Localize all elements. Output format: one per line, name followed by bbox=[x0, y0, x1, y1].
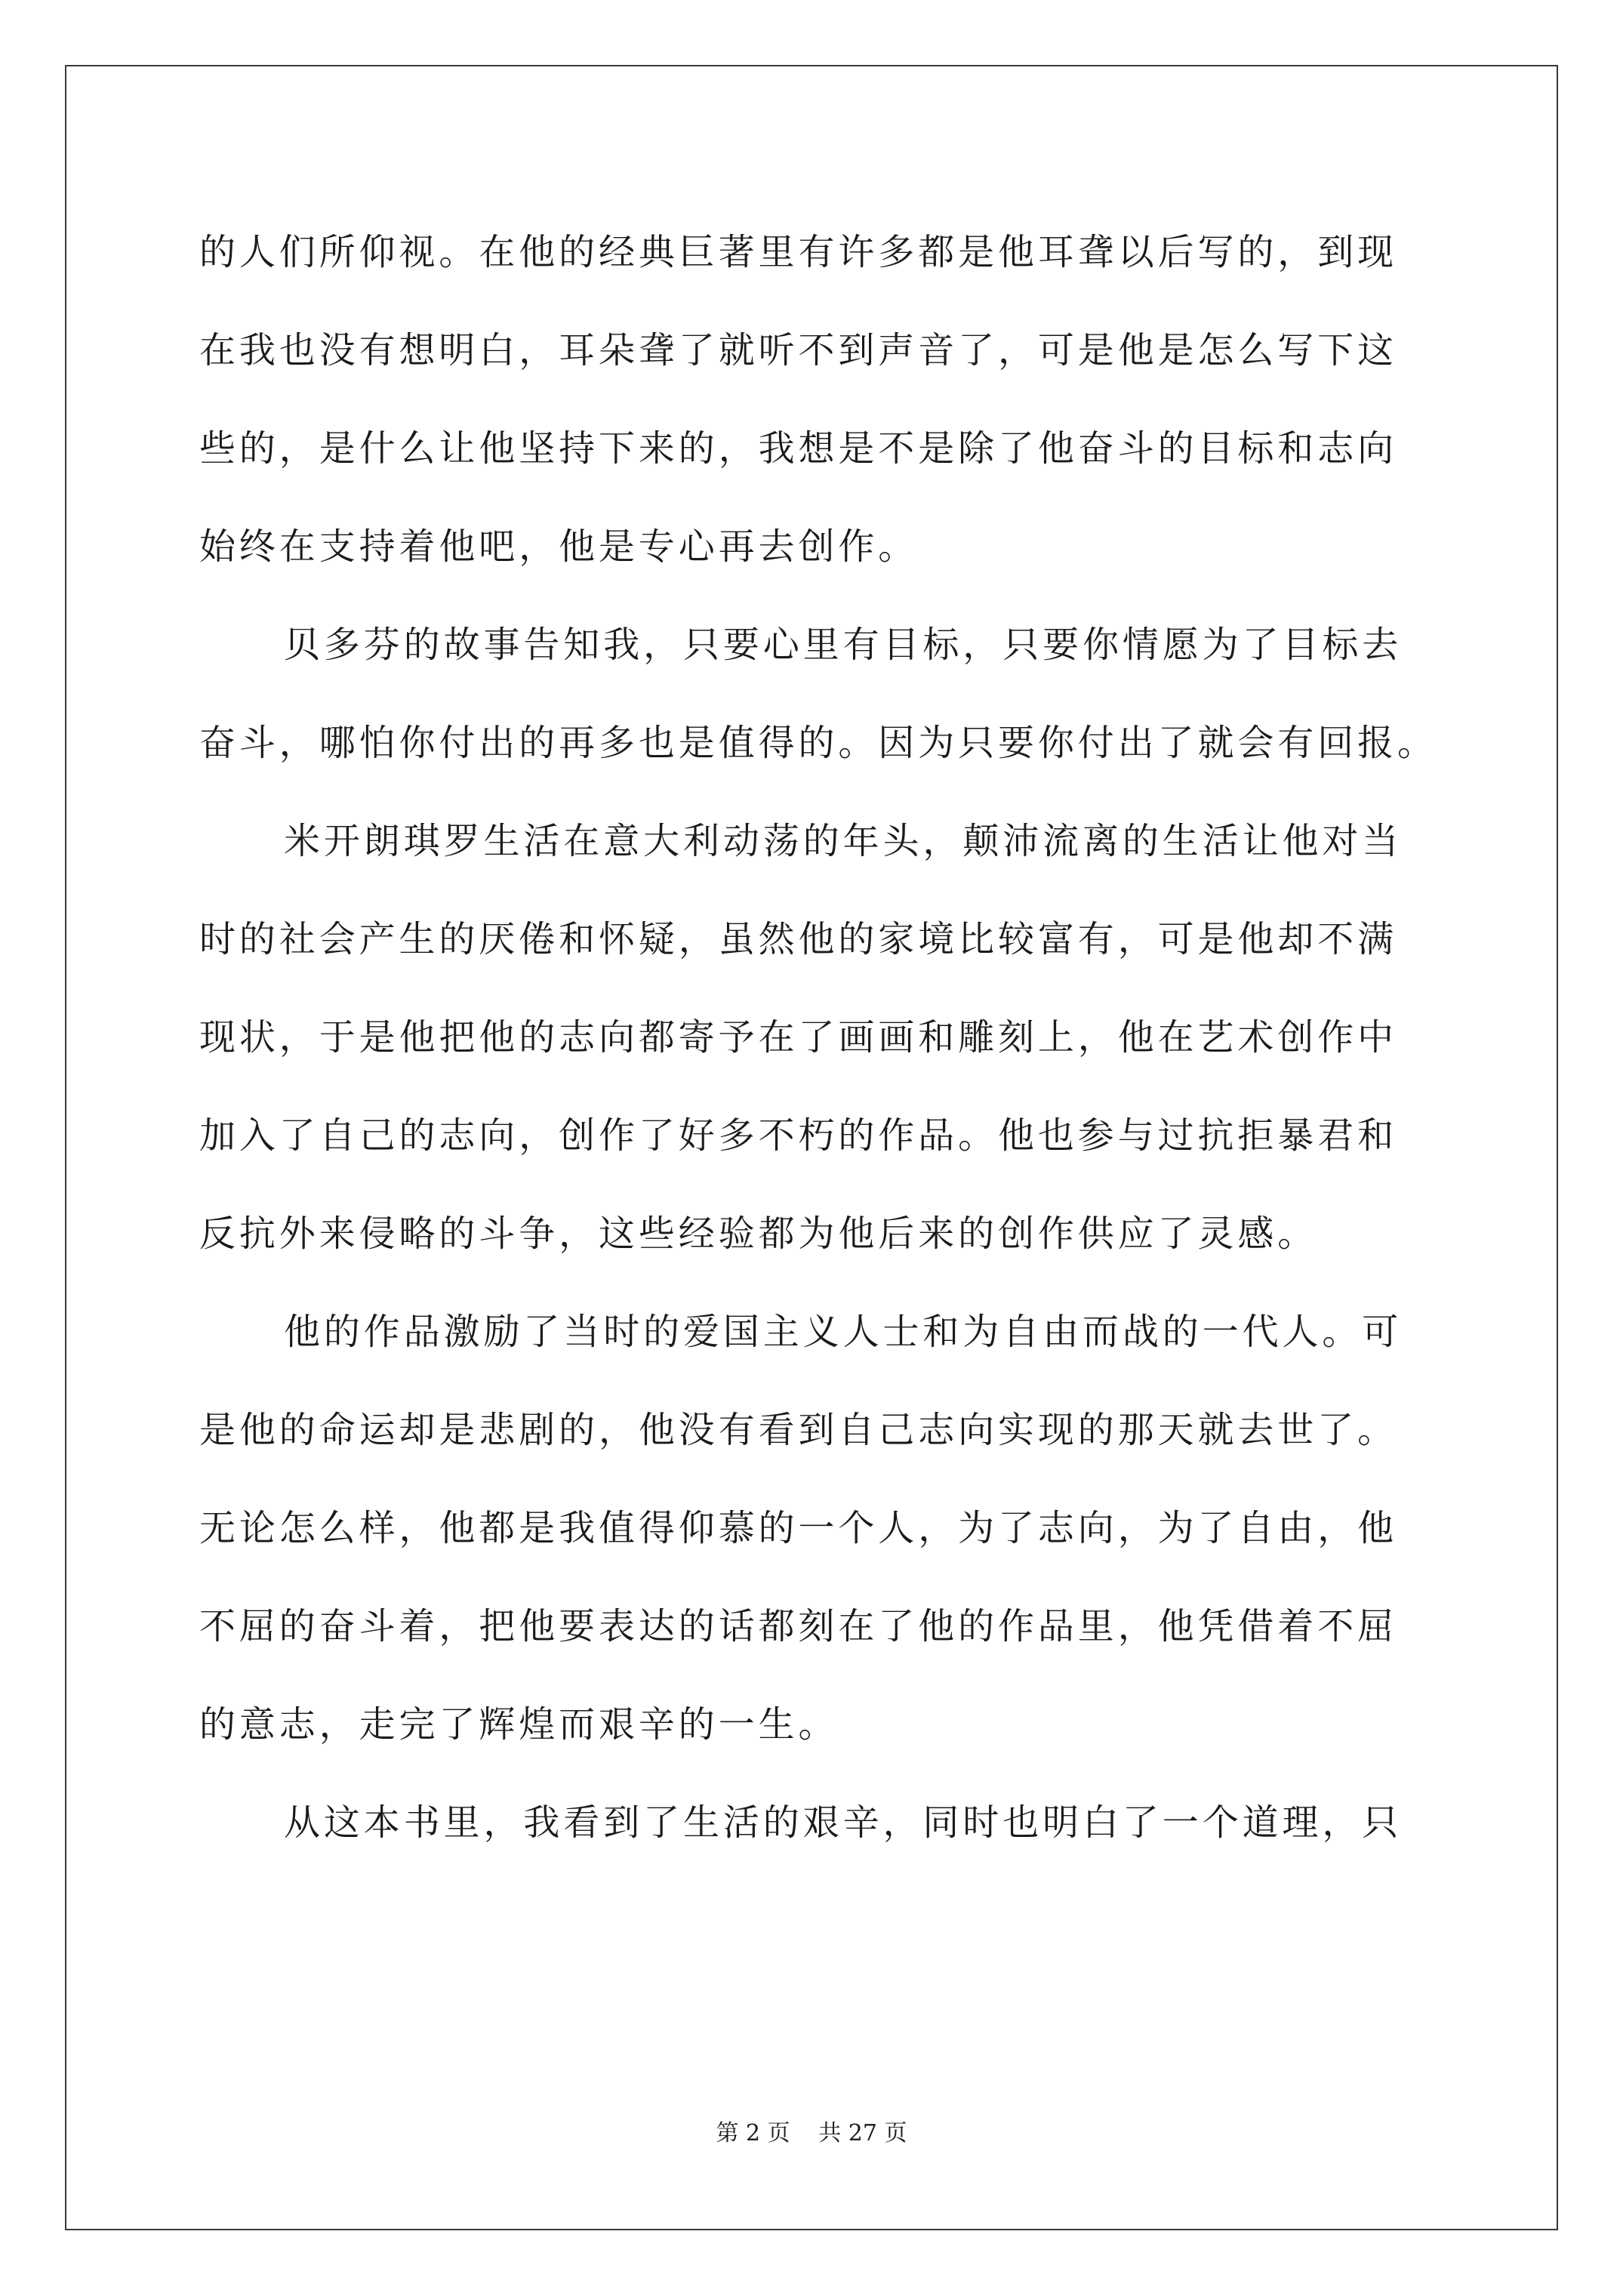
text-line: 不屈的奋斗着，把他要表达的话都刻在了他的作品里，他凭借着不屈 bbox=[199, 1605, 1398, 1647]
text-line: 现状，于是他把他的志向都寄予在了画画和雕刻上，他在艺术创作中 bbox=[199, 1016, 1398, 1059]
text-line: 始终在支持着他吧，他是专心再去创作。 bbox=[199, 525, 919, 568]
page-footer bbox=[0, 2114, 1623, 2147]
text-line: 些的，是什么让他坚持下来的，我想是不是除了他奋斗的目标和志向 bbox=[199, 427, 1398, 470]
page-number: 第 2 页 bbox=[716, 2120, 790, 2147]
text-line: 米开朗琪罗生活在意大利动荡的年头，颠沛流离的生活让他对当 bbox=[284, 820, 1403, 862]
text-line: 反抗外来侵略的斗争，这些经验都为他后来的创作供应了灵感。 bbox=[199, 1213, 1318, 1255]
text-line: 的意志，走完了辉煌而艰辛的一生。 bbox=[199, 1703, 839, 1746]
text-line: 在我也没有想明白，耳朵聋了就听不到声音了，可是他是怎么写下这 bbox=[199, 329, 1398, 371]
text-line: 贝多芬的故事告知我，只要心里有目标，只要你情愿为了目标去 bbox=[284, 624, 1403, 666]
page-total: 共 27 页 bbox=[818, 2120, 907, 2147]
text-line: 奋斗，哪怕你付出的再多也是值得的。因为只要你付出了就会有回报。 bbox=[199, 722, 1437, 764]
text-line: 加入了自己的志向，创作了好多不朽的作品。他也参与过抗拒暴君和 bbox=[199, 1114, 1398, 1157]
text-line: 时的社会产生的厌倦和怀疑，虽然他的家境比较富有，可是他却不满 bbox=[199, 918, 1398, 960]
document-body bbox=[199, 217, 1437, 1886]
text-line: 从这本书里，我看到了生活的艰辛，同时也明白了一个道理，只 bbox=[284, 1801, 1403, 1844]
text-line: 无论怎么样，他都是我值得仰慕的一个人，为了志向，为了自由，他 bbox=[199, 1507, 1398, 1549]
text-line: 他的作品激励了当时的爱国主义人士和为自由而战的一代人。可 bbox=[284, 1311, 1403, 1353]
text-line: 的人们所仰视。在他的经典巨著里有许多都是他耳聋以后写的，到现 bbox=[199, 231, 1398, 273]
text-line: 是他的命运却是悲剧的，他没有看到自己志向实现的那天就去世了。 bbox=[199, 1409, 1398, 1451]
